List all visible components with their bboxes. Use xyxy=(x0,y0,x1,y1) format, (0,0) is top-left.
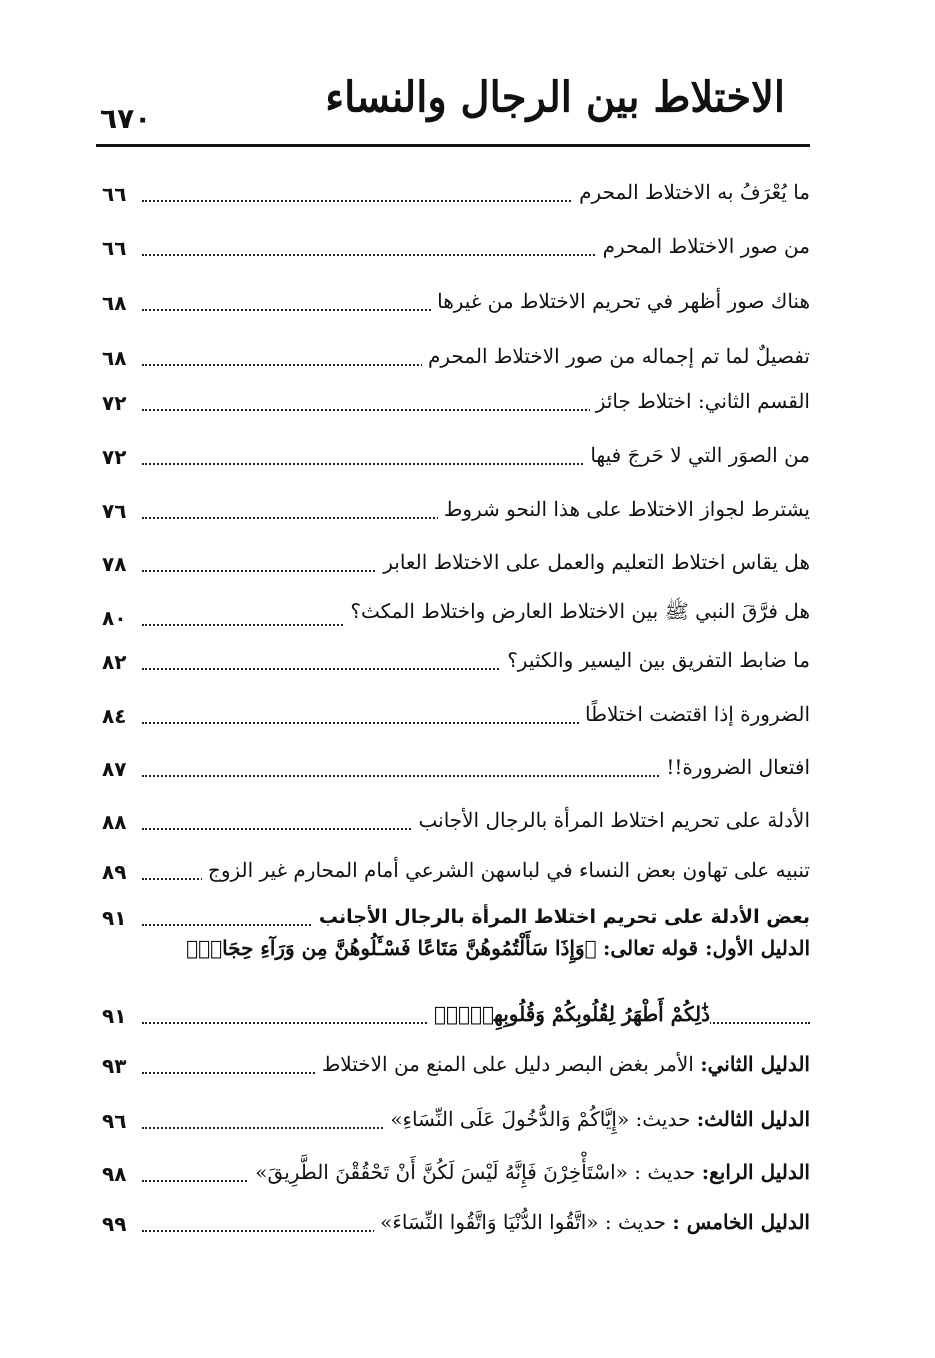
evidence-text: حديث : «اتَّقُوا الدُّنْيَا وَاتَّقُوا النِّسَاءَ» xyxy=(380,1210,667,1234)
toc-entry-title: الأدلة على تحريم اختلاط المرأة بالرجال الأجانب xyxy=(412,808,810,832)
running-title: الاختلاط بين الرجال والنساء xyxy=(325,72,785,123)
toc-entry-title xyxy=(249,1160,810,1184)
toc-entry-page: ٧٨ xyxy=(102,552,130,576)
toc-entry-title xyxy=(384,1107,810,1131)
header-rule xyxy=(96,144,810,147)
evidence-lead: الدليل الرابع: xyxy=(701,1160,810,1184)
toc-entry xyxy=(102,636,810,676)
toc-entry xyxy=(102,332,810,372)
toc-entry xyxy=(102,1198,810,1238)
toc-entry-page: ٩٨ xyxy=(102,1162,130,1186)
quranic-quote: ﴿وَإِذَا سَأَلْتُمُوهُنَّ مَتَاعًا فَسْـَٔلُوهُنَّ مِن وَرَآءِ حِجَابٍۚ xyxy=(186,936,597,960)
toc-entry xyxy=(102,796,810,836)
page-number: ٦٧٠ xyxy=(100,102,152,135)
toc-entry-page: ٦٦ xyxy=(102,182,130,206)
toc-entry-page: ٩١ xyxy=(102,906,130,930)
toc-entry-page: ٨٤ xyxy=(102,704,130,728)
toc-entry-title: هناك صور أظهر في تحريم الاختلاط من غيرها xyxy=(431,289,810,313)
toc-entry-title: ما يُعْرَفُ به الاختلاط المحرم xyxy=(573,180,810,204)
toc-entry xyxy=(102,168,810,208)
toc-entry-title: الضرورة إذا اقتضت اختلاطًا xyxy=(579,702,810,726)
evidence-lead: الدليل الخامس : xyxy=(672,1210,810,1234)
toc-entry xyxy=(102,1040,810,1080)
evidence-lead: الدليل الثالث: xyxy=(696,1107,810,1131)
evidence-lead: الدليل الأول: قوله تعالى: xyxy=(602,936,810,960)
evidence-text: الأمر بغض البصر دليل على المنع من الاختلاط xyxy=(321,1052,694,1076)
toc-entry xyxy=(102,690,810,730)
quranic-quote-continuation: ذَٰلِكُمْ أَطْهَرُ لِقُلُوبِكُمْ وَقُلُوبِهِنَّۚ﴾ xyxy=(428,1002,710,1026)
toc-entry-title: ما ضابط التفريق بين اليسير والكثير؟ xyxy=(501,648,810,672)
toc-entry-page: ٧٢ xyxy=(102,391,130,415)
toc-entry-title: بعض الأدلة على تحريم اختلاط المرأة بالرجال الأجانب xyxy=(313,906,810,928)
toc-entry-page: ٧٦ xyxy=(102,499,130,523)
toc-entry-page: ٨٧ xyxy=(102,757,130,781)
toc-entry-page: ٦٨ xyxy=(102,346,130,370)
toc-entry xyxy=(102,222,810,262)
toc-entry-title: تفصيلٌ لما تم إجماله من صور الاختلاط المحرم xyxy=(422,344,810,368)
toc-entry-page: ٦٦ xyxy=(102,236,130,260)
toc-entry-title: افتعال الضرورة!! xyxy=(660,755,810,779)
toc-entry-page: ٨٢ xyxy=(102,650,130,674)
toc-entry xyxy=(102,1095,810,1135)
toc-entry xyxy=(102,1148,810,1188)
toc-entry-page: ٧٢ xyxy=(102,445,130,469)
toc-entry-page: ٩١ xyxy=(102,1004,130,1028)
toc-entry xyxy=(102,431,810,471)
toc-entry-title: القسم الثاني: اختلاط جائز xyxy=(590,389,810,413)
toc-entry-page: ٨٩ xyxy=(102,860,130,884)
toc-entry-title: هل يقاس اختلاط التعليم والعمل على الاختلاط العابر xyxy=(377,550,810,574)
toc-entry-page: ٩٩ xyxy=(102,1212,130,1236)
toc-entry-page: ٨٨ xyxy=(102,810,130,834)
toc-entry-title: تنبيه على تهاون بعض النساء في لباسهن الشرعي أمام المحارم غير الزوج xyxy=(202,858,810,882)
toc-entry xyxy=(102,846,810,886)
toc-section-heading xyxy=(102,892,810,932)
toc-entry xyxy=(102,377,810,417)
evidence-lead: الدليل الثاني: xyxy=(700,1052,810,1076)
toc-entry-title: يشترط لجواز الاختلاط على هذا النحو شروط xyxy=(438,497,810,521)
toc-entry-title: من الصوَر التي لا حَرجَ فيها xyxy=(584,443,810,467)
toc-entry-page: ٦٨ xyxy=(102,291,130,315)
toc-entry-page: ٩٣ xyxy=(102,1054,130,1078)
toc-entry xyxy=(102,743,810,783)
toc-entry xyxy=(102,277,810,317)
evidence-one-first-line xyxy=(100,936,810,980)
toc-entry xyxy=(102,592,810,632)
toc-entry-title xyxy=(316,1052,810,1076)
toc-entry xyxy=(102,485,810,525)
toc-entry-title: من صور الاختلاط المحرم xyxy=(597,234,810,258)
toc-entry xyxy=(102,990,810,1030)
evidence-text: حديث: «إِيَّاكُمْ وَالدُّخُولَ عَلَى النِّسَاءِ» xyxy=(390,1107,691,1131)
toc-entry-title xyxy=(374,1210,810,1234)
toc-entry-page: ٩٦ xyxy=(102,1109,130,1133)
toc-entry-title: هل فرَّقَ النبي ﷺ بين الاختلاط العارض واختلاط المكث؟ xyxy=(344,599,810,628)
evidence-text: حديث : «اسْتَأْخِرْنَ فَإِنَّهُ لَيْسَ لَكُنَّ أَنْ تَحْقُقْنَ الطَّرِيقَ» xyxy=(255,1160,696,1184)
toc-entry-page: ٨٠ xyxy=(102,606,130,630)
toc-entry xyxy=(102,538,810,578)
